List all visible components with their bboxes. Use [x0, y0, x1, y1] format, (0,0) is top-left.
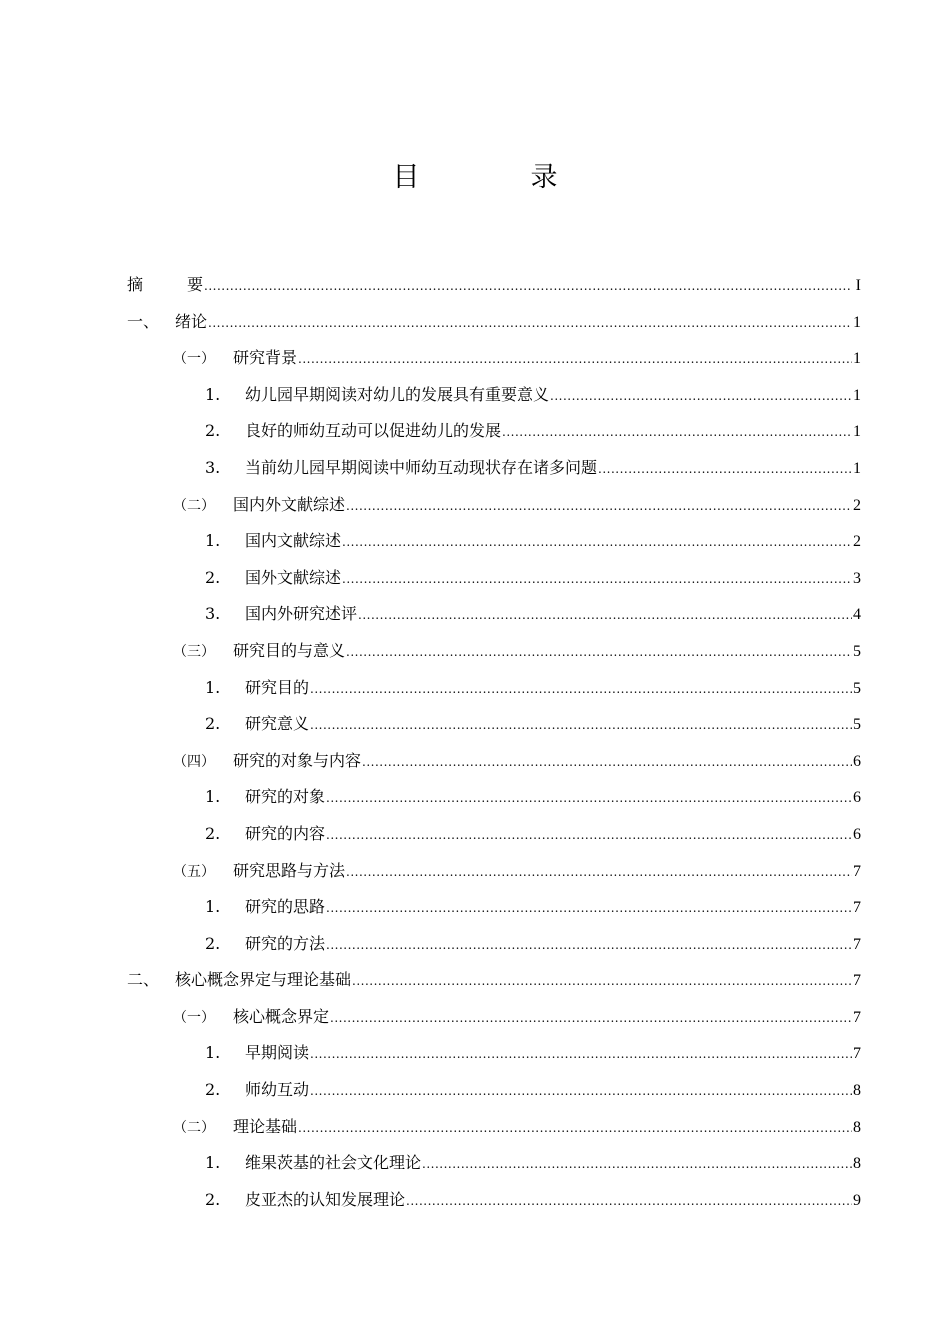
toc-entry-title: 研究意义 [245, 714, 310, 734]
toc-entry-title: 研究的方法 [245, 933, 326, 953]
toc-dot-leader [326, 901, 852, 915]
toc-page-number: 8 [853, 1118, 861, 1136]
toc-dot-leader [208, 316, 852, 330]
toc-page-number: I [855, 277, 861, 294]
toc-page-number: 8 [853, 1082, 861, 1100]
toc-dot-leader [502, 425, 852, 439]
toc-dot-leader [550, 389, 852, 403]
toc-dot-leader [598, 462, 852, 476]
toc-entry-title: 幼儿园早期阅读对幼儿的发展具有重要意义 [245, 384, 550, 404]
toc-dot-leader [326, 828, 852, 842]
toc-page-number: 7 [853, 1045, 861, 1063]
toc-entry-title: 绪论 [175, 311, 208, 331]
toc-dot-leader [326, 938, 852, 952]
toc-page-number: 7 [853, 899, 861, 917]
toc-entry[interactable] [127, 1150, 861, 1187]
toc-dot-leader [330, 1011, 852, 1025]
toc-entry[interactable] [127, 821, 861, 858]
toc-entry-number: 1. [205, 1043, 221, 1063]
toc-page-number: 2 [853, 496, 861, 514]
toc-entry[interactable] [127, 931, 861, 968]
toc-entry-number: 2. [205, 714, 221, 734]
toc-entry-title: 研究思路与方法 [233, 860, 346, 880]
toc-page-number: 5 [853, 642, 861, 660]
toc-entry[interactable] [127, 1004, 861, 1041]
toc-entry-title: 核心概念界定与理论基础 [175, 970, 352, 990]
toc-entry-title: 早期阅读 [245, 1043, 310, 1063]
toc-dot-leader [346, 865, 852, 879]
toc-dot-leader [342, 572, 852, 586]
toc-page-number: 1 [853, 350, 861, 368]
toc-entry-title: 研究的思路 [245, 897, 326, 917]
toc-page-number: 6 [853, 789, 861, 807]
toc-entry[interactable] [127, 601, 861, 638]
toc-entry[interactable] [127, 345, 861, 382]
toc-entry-number: （一） [173, 1009, 215, 1026]
toc-entry-number: 1. [205, 897, 221, 917]
page-title: 目 录 [392, 162, 600, 193]
toc-entry[interactable] [127, 1040, 861, 1077]
toc-entry-number: 3. [205, 457, 221, 477]
toc-page-number: 5 [853, 716, 861, 734]
toc-entry-number: （一） [173, 351, 215, 368]
toc-entry-title: 皮亚杰的认知发展理论 [245, 1189, 406, 1209]
toc-page-number: 1 [853, 386, 861, 404]
toc-entry-number: 2. [205, 823, 221, 843]
toc-entry-number: （三） [173, 643, 215, 660]
toc-entry[interactable] [127, 565, 861, 602]
toc-dot-leader [362, 755, 852, 769]
toc-entry-number: 摘 要 [127, 275, 218, 294]
toc-entry-title: 国内外文献综述 [233, 494, 346, 514]
toc-entry-title: 良好的师幼互动可以促进幼儿的发展 [245, 421, 502, 441]
toc-entry-title: 维果茨基的社会文化理论 [245, 1153, 422, 1173]
toc-entry-title: 国外文献综述 [245, 567, 342, 587]
toc-entry-number: （四） [173, 753, 215, 770]
toc-entry-title: 师幼互动 [245, 1080, 310, 1100]
toc-page-number: 7 [853, 972, 861, 990]
toc-entry-title: 研究背景 [233, 348, 298, 368]
toc-dot-leader [310, 682, 852, 696]
toc-page-number: 3 [853, 569, 861, 587]
toc-entry[interactable] [127, 418, 861, 455]
toc-entry-title: 当前幼儿园早期阅读中师幼互动现状存在诸多问题 [245, 457, 598, 477]
toc-entry-number: （二） [173, 497, 215, 514]
toc-entry-title: 研究目的 [245, 677, 310, 697]
toc-dot-leader [406, 1194, 852, 1208]
toc-entry[interactable] [127, 1077, 861, 1114]
toc-dot-leader [346, 499, 852, 513]
toc-entry[interactable] [127, 528, 861, 565]
toc-page-number: 1 [853, 313, 861, 331]
toc-dot-leader [346, 645, 852, 659]
toc-entry-title: 研究的对象 [245, 787, 326, 807]
toc-entry-number: 3. [205, 604, 221, 624]
toc-dot-leader [310, 1084, 852, 1098]
toc-entry-number: 一、 [127, 311, 160, 331]
toc-page-number: 1 [853, 459, 861, 477]
toc-page-number: 6 [853, 752, 861, 770]
toc-dot-leader [422, 1157, 852, 1171]
toc-entry-number: 2. [205, 1080, 221, 1100]
toc-entry[interactable] [127, 894, 861, 931]
toc-entry-number: （五） [173, 863, 215, 880]
toc-entry-title: 研究的内容 [245, 823, 326, 843]
toc-entry-title: 国内文献综述 [245, 531, 342, 551]
toc-entry[interactable] [127, 1187, 861, 1224]
toc-page-number: 8 [853, 1155, 861, 1173]
toc-entry-number: 1. [205, 531, 221, 551]
toc-page-number: 7 [853, 862, 861, 880]
toc-entry[interactable] [127, 858, 861, 895]
toc-page-number: 4 [853, 606, 861, 624]
toc-dot-leader [358, 608, 852, 622]
toc-dot-leader [342, 535, 852, 549]
toc-entry-number: 2. [205, 933, 221, 953]
toc-entry[interactable] [127, 1114, 861, 1151]
toc-entry-number: 1. [205, 1153, 221, 1173]
toc-dot-leader [310, 718, 852, 732]
toc-dot-leader [310, 1047, 852, 1061]
toc-entry[interactable] [127, 455, 861, 492]
toc-entry-number: 1. [205, 787, 221, 807]
toc-dot-leader [326, 791, 852, 805]
toc-page-number: 7 [853, 935, 861, 953]
toc-entry[interactable] [127, 967, 861, 1004]
toc-page-number: 5 [853, 679, 861, 697]
toc-dot-leader [352, 974, 852, 988]
toc-page-number: 1 [853, 423, 861, 441]
table-of-contents [127, 272, 861, 1223]
toc-entry[interactable] [127, 711, 861, 748]
toc-entry[interactable] [127, 675, 861, 712]
toc-page-number: 6 [853, 825, 861, 843]
toc-entry[interactable] [127, 382, 861, 419]
toc-entry-number: 1. [205, 384, 221, 404]
toc-entry-title: 研究目的与意义 [233, 640, 346, 660]
toc-entry[interactable] [127, 748, 861, 785]
toc-entry-number: （二） [173, 1119, 215, 1136]
toc-entry-title: 理论基础 [233, 1116, 298, 1136]
toc-page-number: 9 [853, 1191, 861, 1209]
toc-entry-number: 二、 [127, 970, 160, 990]
toc-page-number: 2 [853, 533, 861, 551]
toc-entry[interactable] [127, 272, 861, 309]
toc-dot-leader [204, 279, 852, 293]
toc-entry-number: 2. [205, 567, 221, 587]
toc-entry-title: 研究的对象与内容 [233, 750, 362, 770]
toc-entry[interactable] [127, 492, 861, 529]
toc-entry[interactable] [127, 638, 861, 675]
toc-entry-number: 1. [205, 677, 221, 697]
toc-page-number: 7 [853, 1008, 861, 1026]
toc-entry[interactable] [127, 309, 861, 346]
toc-dot-leader [298, 1121, 852, 1135]
toc-dot-leader [298, 352, 852, 366]
toc-entry-number: 2. [205, 421, 221, 441]
toc-entry-title: 国内外研究述评 [245, 604, 358, 624]
toc-entry-number: 2. [205, 1189, 221, 1209]
toc-entry-title: 核心概念界定 [233, 1006, 330, 1026]
toc-entry[interactable] [127, 784, 861, 821]
